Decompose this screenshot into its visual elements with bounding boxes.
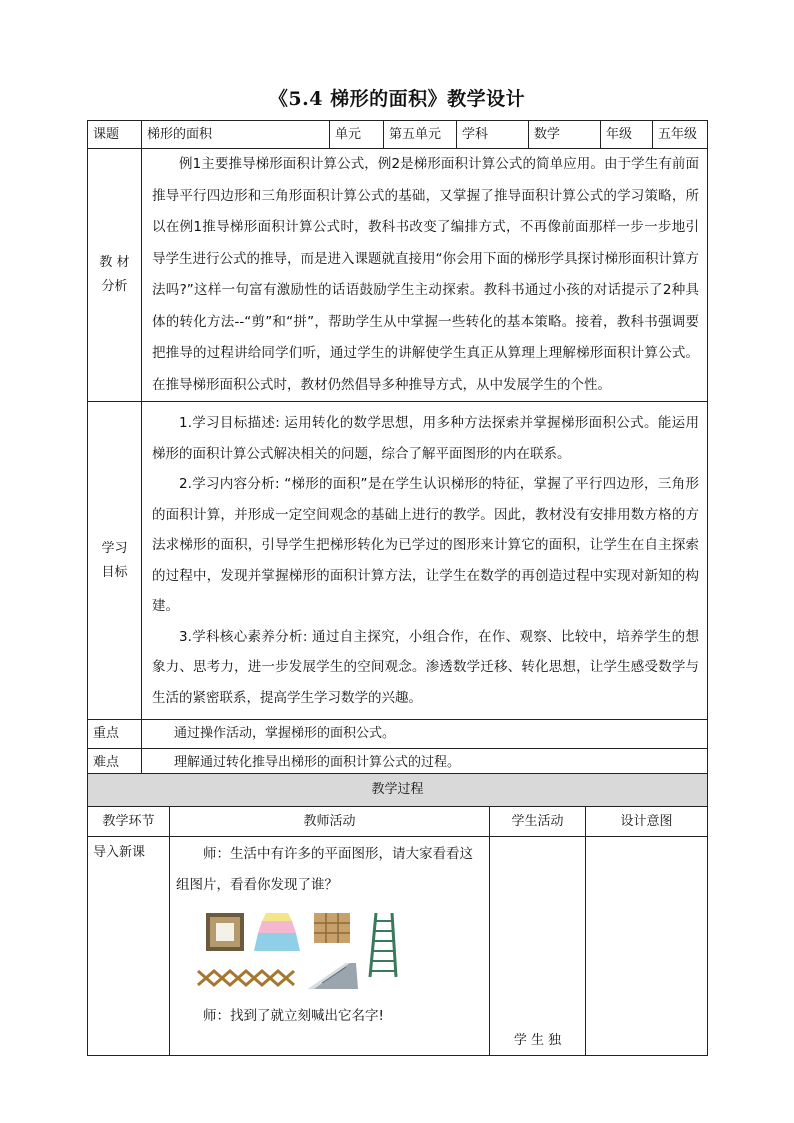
course-value: 梯形的面积 (142, 121, 330, 149)
col-intent: 设计意图 (586, 807, 708, 837)
col-teacher: 教师活动 (170, 807, 490, 837)
subject-value: 数学 (529, 121, 601, 149)
ladder-icon (370, 913, 396, 977)
analysis-label: 教 材 分析 (88, 149, 142, 402)
student-activity: 学 生 独 (490, 837, 586, 1056)
design-intent (586, 837, 708, 1056)
difficulty-text: 理解通过转化推导出梯形的面积计算公式的过程。 (142, 749, 708, 778)
difficulty-label: 难点 (88, 749, 142, 778)
key-point-text: 通过操作活动，掌握梯形的面积公式。 (142, 720, 708, 749)
info-table (87, 120, 708, 778)
picture-frame-icon (206, 913, 244, 951)
objective-3: 3.学科核心素养分析: 通过自主探究，小组合作，在作、观察、比较中，培养学生的想象力、思考力，进一步发展学生的空间观念。渗透数学迁移、转化思想，让学生感受数学与生活的紧密联系，提高学生学习数学的兴趣。 (152, 628, 699, 706)
image-group (176, 913, 483, 995)
wooden-window-icon (314, 913, 350, 943)
col-stage: 教学环节 (88, 807, 170, 837)
process-header: 教学过程 (88, 774, 708, 807)
expandable-fence-icon (198, 971, 294, 985)
unit-value: 第五单元 (384, 121, 457, 149)
col-student: 学生活动 (490, 807, 586, 837)
teacher-line-1: 师：生活中有许多的平面图形，请大家看看这组图片，看看你发现了谁？ (176, 846, 473, 893)
dam-slope-icon (308, 963, 358, 989)
course-label: 课题 (88, 121, 142, 149)
unit-label: 单元 (330, 121, 384, 149)
grade-label: 年级 (601, 121, 653, 149)
objective-1: 1.学习目标描述: 运用转化的数学思想，用多种方法探索并掌握梯形面积公式。能运用梯形的面积计算公式解决相关的问题，综合了解平面图形的内在联系。 (152, 415, 699, 462)
stacked-box-icon (254, 913, 300, 951)
analysis-text: 例1主要推导梯形面积计算公式，例2是梯形面积计算公式的简单应用。由于学生有前面推导平行四边形和三角形面积计算公式的基础，又掌握了推导面积计算公式的学习策略，所以在例1推导梯形面积计算公式时，教科书改变了编排方式，不再像前面那样一步一步地引导学生进行公式的推导，而是进入课题就直接用“你会用下面的梯形学具探讨梯形面积计算方法吗?”这样一句富有激励性的话语鼓励学生主动探索。教科书通过小孩的对话提示了2种具体的转化方法--“剪”和“拼”，帮助学生从中掌握一些转化的基本策略。接着，教科书强调要把推导的过程讲给同学们听，通过学生的讲解使学生真正从算理上理解梯形面积计算公式。在推导梯形面积公式时，教材仍然倡导多种推导方式，从中发展学生的个性。 (152, 156, 699, 393)
objectives-label: 学习 目标 (88, 402, 142, 720)
key-point-label: 重点 (88, 720, 142, 749)
stage-name: 导入新课 (88, 837, 170, 1056)
teacher-line-2: 师：找到了就立刻喊出它名字! (203, 1008, 384, 1024)
grade-value: 五年级 (653, 121, 708, 149)
page-title: 《5.4 梯形的面积》教学设计 (268, 88, 526, 110)
objective-2: 2.学习内容分析: “梯形的面积”是在学生认识梯形的特征，掌握了平行四边形，三角形的面积计算，并形成一定空间观念的基础上进行的教学。因此，教材没有安排用数方格的方法求梯形的面积，引导学生把梯形转化为已学过的图形来计算它的面积，让学生在自主探索的过程中，发现并掌握梯形的面积计算方法，让学生在数学的再创造过程中实现对新知的构建。 (152, 476, 699, 614)
subject-label: 学科 (457, 121, 529, 149)
process-table (87, 773, 708, 1056)
